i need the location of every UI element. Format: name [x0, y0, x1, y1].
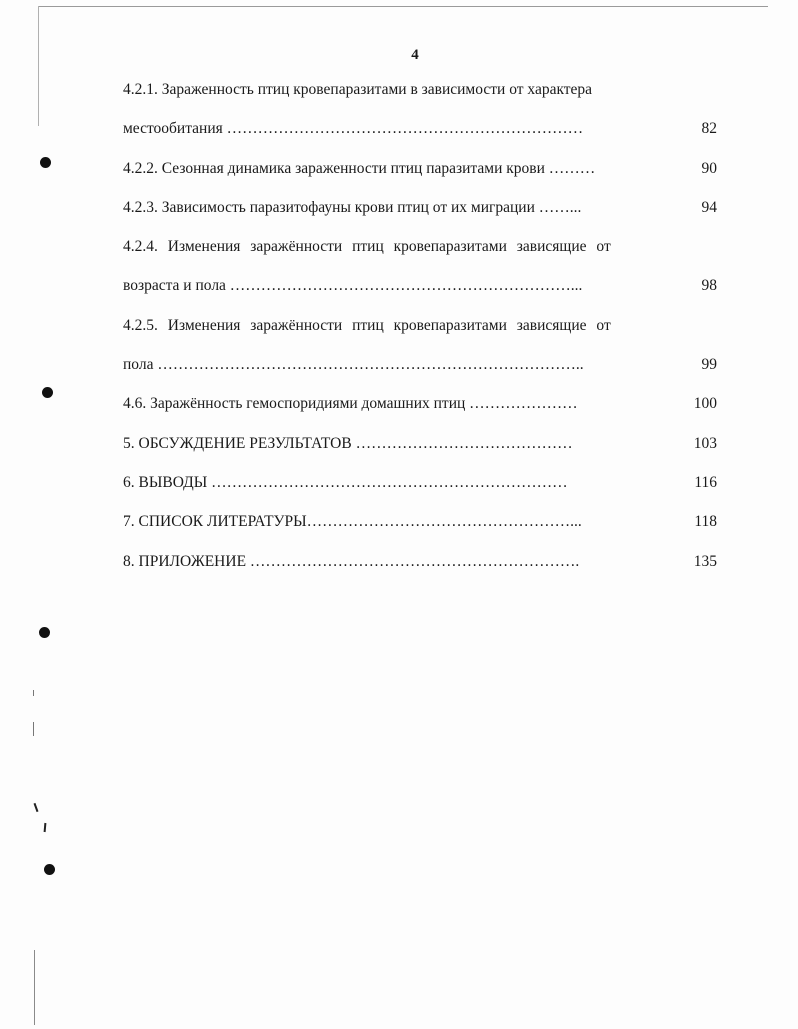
toc-entry-text: 4.2.4. Изменения заражённости птиц кровепаразитами зависящие от — [123, 238, 611, 256]
toc-page-number: 99 — [701, 356, 717, 374]
toc-entry-line — [123, 227, 717, 266]
toc-entry-text: 6. ВЫВОДЫ …………………………………………………………… — [123, 473, 568, 491]
toc-page-number: 100 — [693, 395, 717, 413]
toc-entry-text: 5. ОБСУЖДЕНИЕ РЕЗУЛЬТАТОВ …………………………………… — [123, 434, 573, 452]
punch-hole-mark — [42, 387, 53, 398]
toc-entry-line — [123, 424, 717, 463]
toc-page-number: 90 — [701, 159, 717, 177]
scan-speck — [33, 722, 34, 736]
toc-page-number: 103 — [693, 434, 717, 452]
toc-entry-line — [123, 188, 717, 227]
toc-entry-line — [123, 345, 717, 384]
punch-hole-mark — [40, 157, 51, 168]
toc-entry-line — [123, 266, 717, 305]
toc-entry-line — [123, 149, 717, 188]
toc-page-number: 94 — [701, 198, 717, 216]
table-of-contents — [123, 70, 717, 581]
toc-page-number: 118 — [694, 513, 717, 531]
toc-entry-text: 7. СПИСОК ЛИТЕРАТУРЫ……………………………………………... — [123, 513, 582, 531]
toc-entry-text: возраста и пола …………………………………………………………... — [123, 277, 583, 295]
toc-page-number: 116 — [694, 473, 717, 491]
scan-edge-top — [38, 6, 768, 7]
scan-tick-mark — [34, 803, 39, 812]
toc-entry-line — [123, 542, 717, 581]
toc-entry-text: 8. ПРИЛОЖЕНИЕ ………………………………………………………. — [123, 552, 580, 570]
toc-page-number: 135 — [693, 552, 717, 570]
toc-entry-text: 4.2.1. Зараженность птиц кровепаразитами в зависимости от характера — [123, 81, 593, 98]
toc-entry-text: 4.6. Заражённость гемоспоридиями домашних птиц ………………… — [123, 395, 578, 413]
scan-edge-left — [38, 6, 39, 126]
toc-entry-line — [123, 109, 717, 148]
scan-edge-left-lower — [34, 950, 35, 1025]
scan-tick-mark — [44, 823, 47, 832]
toc-entry-line — [123, 384, 717, 423]
toc-entry-text: 4.2.5. Изменения заражённости птиц кровепаразитами зависящие от — [123, 316, 611, 334]
toc-entry-line — [123, 306, 717, 345]
punch-hole-mark — [44, 864, 55, 875]
toc-entry-text: местообитания …………………………………………………………… — [123, 120, 584, 138]
toc-page-number: 98 — [701, 277, 717, 295]
toc-entry-line — [123, 70, 717, 109]
punch-hole-mark — [39, 627, 50, 638]
toc-entry-line — [123, 502, 717, 541]
scan-speck — [33, 690, 34, 696]
toc-entry-text: пола ……………………………………………………………………….. — [123, 356, 584, 374]
toc-page-number: 82 — [701, 120, 717, 138]
toc-entry-line — [123, 463, 717, 502]
toc-entry-text: 4.2.2. Сезонная динамика зараженности птиц паразитами крови ……… — [123, 159, 596, 177]
toc-entry-text: 4.2.3. Зависимость паразитофауны крови птиц от их миграции ……... — [123, 198, 582, 216]
page-number: 4 — [411, 47, 419, 63]
